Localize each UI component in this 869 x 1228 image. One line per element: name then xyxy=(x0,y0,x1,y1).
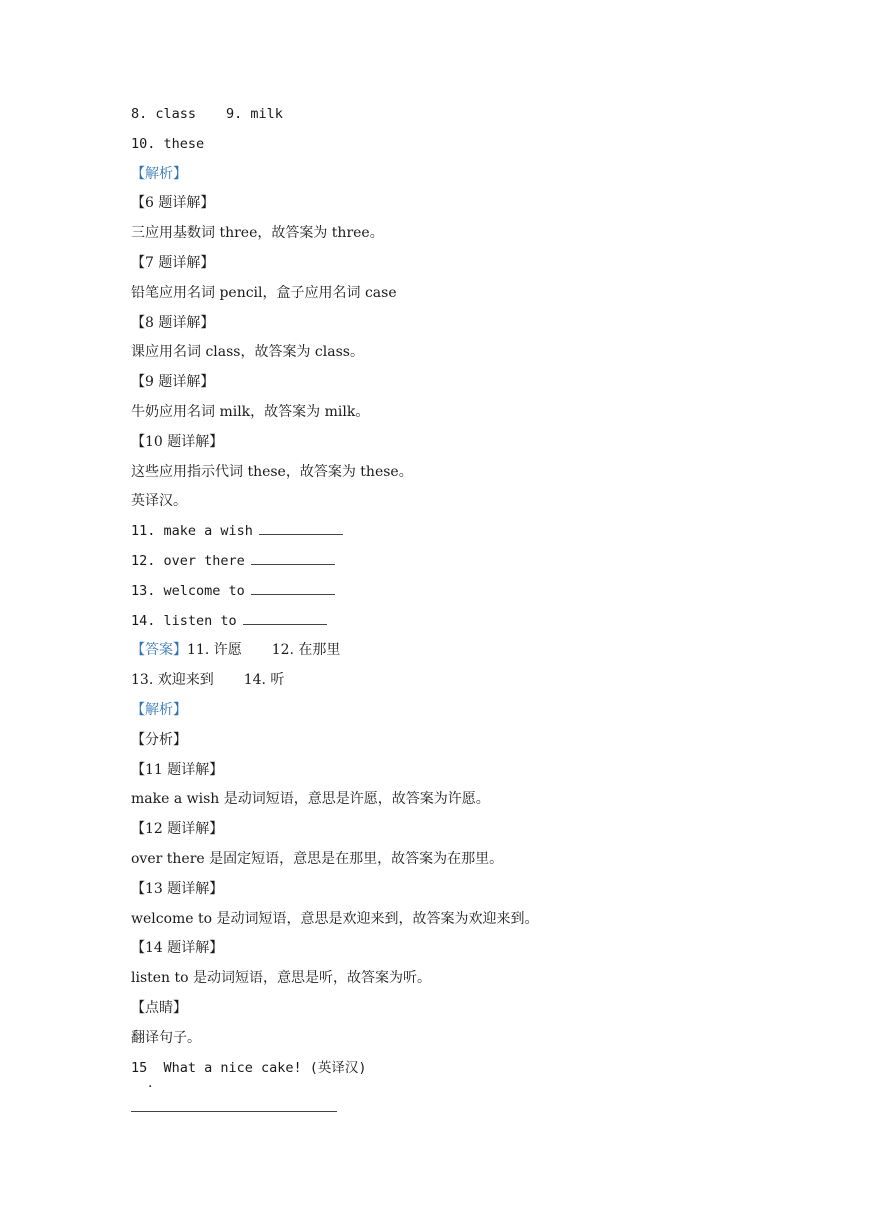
question-13-label: 13. welcome to xyxy=(131,582,245,599)
answers-row-8-9 xyxy=(131,100,771,130)
question-14-label: 14. listen to xyxy=(131,612,237,629)
detail-10-heading: 【10 题详解】 xyxy=(131,433,224,450)
answer-blank xyxy=(251,584,335,595)
detail-7-text: 铅笔应用名词 pencil，盒子应用名词 case xyxy=(131,284,397,301)
answer-12: 12. 在那里 xyxy=(271,642,341,659)
answer-8: 8. class xyxy=(131,106,197,122)
instruction-en-to-zh: 英译汉。 xyxy=(131,493,187,510)
instruction-translate: 翻译句子。 xyxy=(131,1029,201,1046)
answer-blank xyxy=(251,554,335,565)
detail-14-text: listen to 是动词短语，意思是听，故答案为听。 xyxy=(131,970,432,987)
answer-row-11-12 xyxy=(131,636,771,666)
answer-11: 11. 许愿 xyxy=(187,642,242,659)
emphasis-dot: · xyxy=(148,1079,153,1096)
detail-12-text: over there 是固定短语，意思是在那里，故答案为在那里。 xyxy=(131,850,504,867)
question-11-label: 11. make a wish xyxy=(131,523,253,540)
question-14 xyxy=(131,607,771,637)
question-12 xyxy=(131,547,771,577)
detail-9-text: 牛奶应用名词 milk，故答案为 milk。 xyxy=(131,403,370,420)
detail-6-heading: 【6 题详解】 xyxy=(131,195,215,212)
detail-6-text: 三应用基数词 three，故答案为 three。 xyxy=(131,225,384,242)
detail-8-heading: 【8 题详解】 xyxy=(131,314,215,331)
answer-tag: 【答案】 xyxy=(131,642,187,659)
question-12-label: 12. over there xyxy=(131,552,245,569)
answer-14: 14. 听 xyxy=(243,672,285,689)
answer-13: 13. 欢迎来到 xyxy=(131,672,214,689)
detail-11-heading: 【11 题详解】 xyxy=(131,761,224,778)
answer-blank xyxy=(259,524,343,535)
analysis-tag: 【解析】 xyxy=(131,165,187,182)
detail-13-heading: 【13 题详解】 xyxy=(131,880,224,897)
document-page xyxy=(131,100,771,1112)
answer-9: 9. milk xyxy=(226,106,283,122)
dianjing-heading: 【点睛】 xyxy=(131,999,187,1016)
answer-blank xyxy=(243,614,327,625)
detail-7-heading: 【7 题详解】 xyxy=(131,254,215,271)
answer-row-13-14 xyxy=(131,666,771,696)
answer-10: 10. these xyxy=(131,135,205,152)
detail-14-heading: 【14 题详解】 xyxy=(131,940,224,957)
question-11 xyxy=(131,517,771,547)
detail-12-heading: 【12 题详解】 xyxy=(131,821,224,838)
fenxi-heading: 【分析】 xyxy=(131,731,187,748)
detail-8-text: 课应用名词 class，故答案为 class。 xyxy=(131,344,364,361)
question-13 xyxy=(131,577,771,607)
detail-11-text: make a wish 是动词短语，意思是许愿，故答案为许愿。 xyxy=(131,791,490,808)
detail-10-text: 这些应用指示代词 these，故答案为 these。 xyxy=(131,463,413,480)
answer-line-15[interactable] xyxy=(131,1111,337,1112)
question-15: 15 What a nice cake! (英译汉) xyxy=(131,1059,367,1076)
analysis-tag-b: 【解析】 xyxy=(131,701,187,718)
detail-13-text: welcome to 是动词短语，意思是欢迎来到，故答案为欢迎来到。 xyxy=(131,910,539,927)
detail-9-heading: 【9 题详解】 xyxy=(131,374,215,391)
